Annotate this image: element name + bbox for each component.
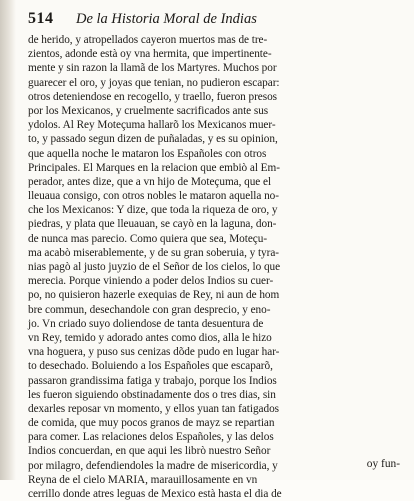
text-line: de nunca mas parecio. Como quiera que sea, Moteçu- <box>28 232 268 245</box>
text-line: to desechado. Boluiendo a los Españoles que escaparõ, <box>28 360 273 373</box>
text-line: por los Mexicanos, y cruelmente sacrificados ante sus <box>28 104 269 117</box>
text-line: que aquella noche le mataron los Españoles con otros <box>28 147 267 160</box>
running-title: De la Historia Moral de Indias <box>76 11 257 27</box>
text-line: Indios concuerdan, en que aqui les librò nuestro Señor <box>28 445 271 458</box>
text-line: po, no quisieron hazerle exequias de Rey, ni aun de hom <box>28 289 280 302</box>
text-line: merecia. Porque viniendo a poder delos Indios su cuer- <box>28 275 274 288</box>
text-line: bre commun, desechandole con gran desprecio, y eno- <box>28 303 271 316</box>
text-line: to, y passado segun dizen de puñaladas, y es su opinion, <box>28 133 278 146</box>
text-line: zientos, adonde està oy vna hermita, que impertinente- <box>28 48 272 61</box>
text-line: perador, antes dize, que a vn hijo de Moteçuma, que el <box>28 175 272 188</box>
text-line: lleuaua consigo, con otros nobles le mataron aquella no- <box>28 190 279 203</box>
text-line: passaron grandissima fatiga y trabajo, porque los Indios <box>28 374 277 387</box>
text-line: de comida, que muy pocos granos de mayz se repartian <box>28 417 275 430</box>
text-line: guarecer el oro, y joyas que tenian, no pudieron escapar: <box>28 76 280 89</box>
text-line: mente y sin razon la llamã de los Martyres. Muchos por <box>28 62 277 75</box>
text-line: dexarles reposar vn momento, y ellos yuan tan fatigados <box>28 402 280 415</box>
text-line: ydolos. Al Rey Moteçuma hallarõ los Mexicanos muer- <box>28 119 276 132</box>
text-line: Reyna de el cielo MARIA, marauillosamente en vn <box>28 473 258 486</box>
page-header <box>28 10 394 32</box>
text-line: nias pagò al justo juyzio de el Señor de los cielos, lo que <box>28 261 281 273</box>
text-line: jo. Vn criado suyo doliendose de tanta desuentura de <box>28 317 264 330</box>
text-line: por milagro, defendiendoles la madre de misericordia, y <box>28 459 278 472</box>
page-gutter-shadow <box>0 0 16 480</box>
text-line: che los Mexicanos: Y dize, que toda la riqueza de oro, y <box>28 204 278 217</box>
text-line: para comer. Las relaciones delos Españoles, y las delos <box>28 431 274 444</box>
text-line: otros deteniendose en recogello, y traello, fueron presos <box>28 90 278 103</box>
text-line: cerrillo donde atres leguas de Mexico està hasta el dia de <box>28 488 282 500</box>
text-line: de herido, y atropellados cayeron muertos mas de tre- <box>28 34 268 46</box>
text-line: vna hoguera, y puso sus cenizas dõde pudo en lugar har- <box>28 346 280 359</box>
catchword: oy fun- <box>366 458 400 470</box>
text-line: les fueron siguiendo obstinadamente dos o tres dias, sin <box>28 388 276 401</box>
body-text <box>28 33 402 501</box>
page-number: 514 <box>28 10 54 27</box>
text-line: piedras, y plata que lleuauan, se cayò en la laguna, don- <box>28 218 277 231</box>
text-line: ma acabò miserablemente, y de su gran soberuia, y tyra- <box>28 246 279 259</box>
text-line: Principales. El Marques en la relacion que embiò al Em- <box>28 161 280 174</box>
text-line: vn Rey, temido y adorado antes como dios, alla le hizo <box>28 331 272 344</box>
